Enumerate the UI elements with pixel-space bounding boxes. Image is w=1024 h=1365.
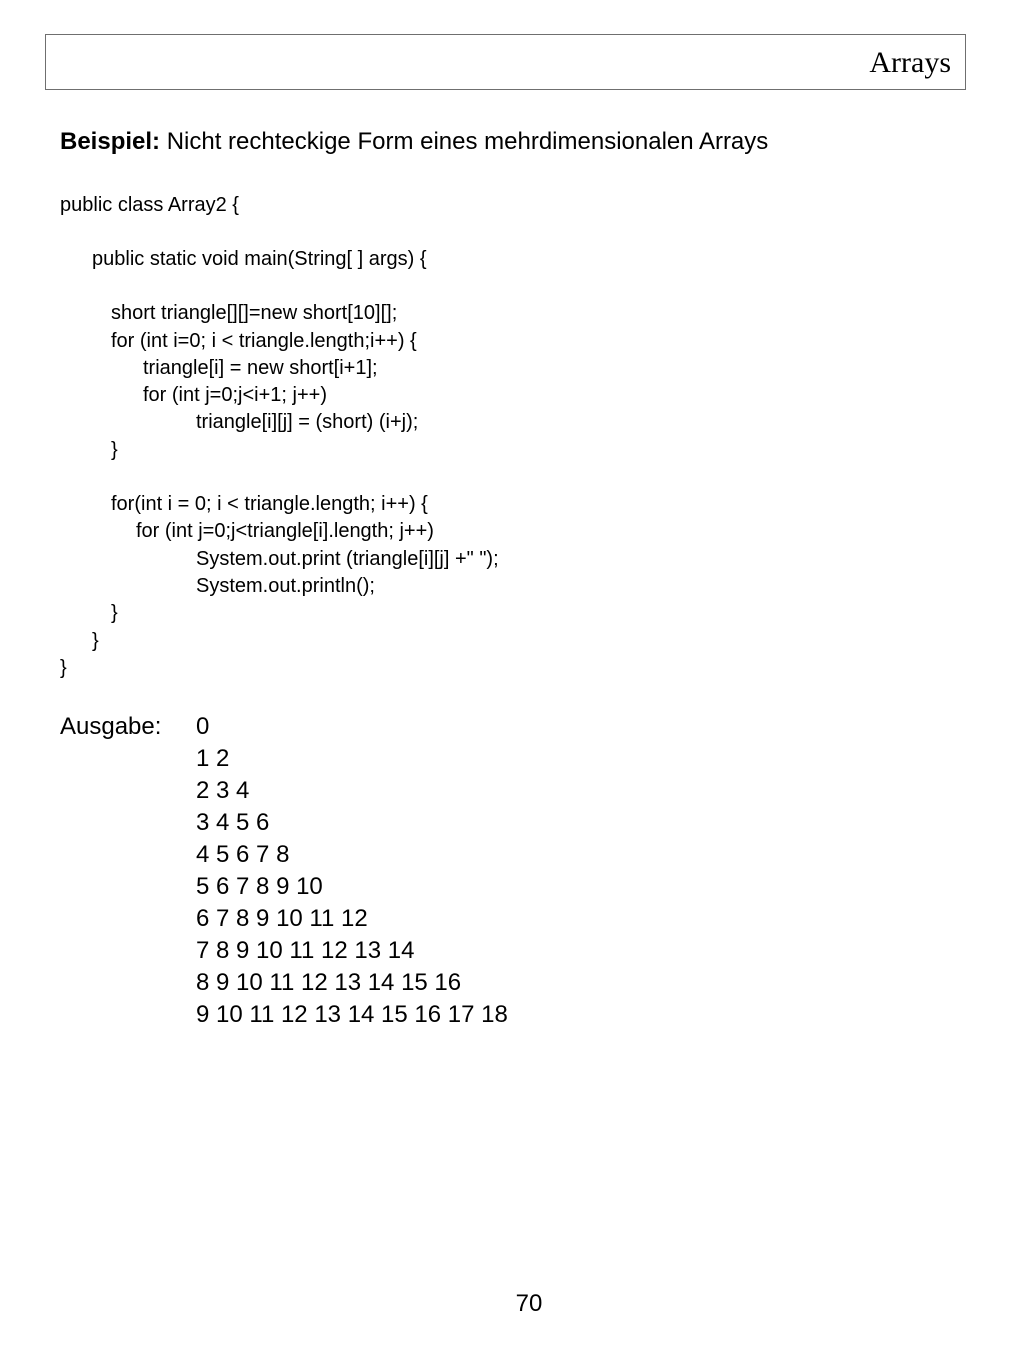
code-line: System.out.println(); bbox=[196, 575, 375, 597]
code-line: for(int i = 0; i < triangle.length; i++) { bbox=[111, 493, 428, 515]
output-line: 4 5 6 7 8 bbox=[196, 841, 290, 868]
code-line: short triangle[][]=new short[10][]; bbox=[111, 302, 398, 324]
code-line: triangle[i][j] = (short) (i+j); bbox=[196, 411, 419, 433]
code-line: for (int i=0; i < triangle.length;i++) { bbox=[111, 330, 417, 352]
code-line: triangle[i] = new short[i+1]; bbox=[143, 357, 378, 379]
code-line: public static void main(String[ ] args) { bbox=[92, 248, 427, 270]
code-line: public class Array2 { bbox=[60, 194, 239, 216]
output-line: 0 bbox=[196, 713, 210, 740]
page-number: 70 bbox=[515, 1290, 543, 1317]
output-line: 6 7 8 9 10 11 12 bbox=[196, 905, 368, 932]
output-line: 3 4 5 6 bbox=[196, 809, 270, 836]
header-title: Arrays bbox=[869, 46, 951, 79]
code-line: for (int j=0;j<i+1; j++) bbox=[143, 384, 327, 406]
example-heading-text: Nicht rechteckige Form eines mehrdimensionalen Arrays bbox=[160, 128, 769, 155]
example-heading bbox=[60, 126, 768, 158]
code-line: } bbox=[111, 439, 118, 461]
output-line: 8 9 10 11 12 13 14 15 16 bbox=[196, 969, 462, 996]
output-line: 2 3 4 bbox=[196, 777, 250, 804]
output-line: 5 6 7 8 9 10 bbox=[196, 873, 323, 900]
output-line: 7 8 9 10 11 12 13 14 bbox=[196, 937, 415, 964]
code-line: for (int j=0;j<triangle[i].length; j++) bbox=[136, 520, 434, 542]
output-line: 1 2 bbox=[196, 745, 230, 772]
code-line: } bbox=[92, 630, 99, 652]
code-line: System.out.print (triangle[i][j] +" "); bbox=[196, 548, 499, 570]
header-box bbox=[45, 34, 966, 90]
code-line: } bbox=[60, 657, 67, 679]
output-line: 9 10 11 12 13 14 15 16 17 18 bbox=[196, 1001, 508, 1028]
example-heading-label: Beispiel: bbox=[60, 128, 161, 155]
output-label: Ausgabe: bbox=[60, 713, 162, 740]
code-line: } bbox=[111, 602, 118, 624]
